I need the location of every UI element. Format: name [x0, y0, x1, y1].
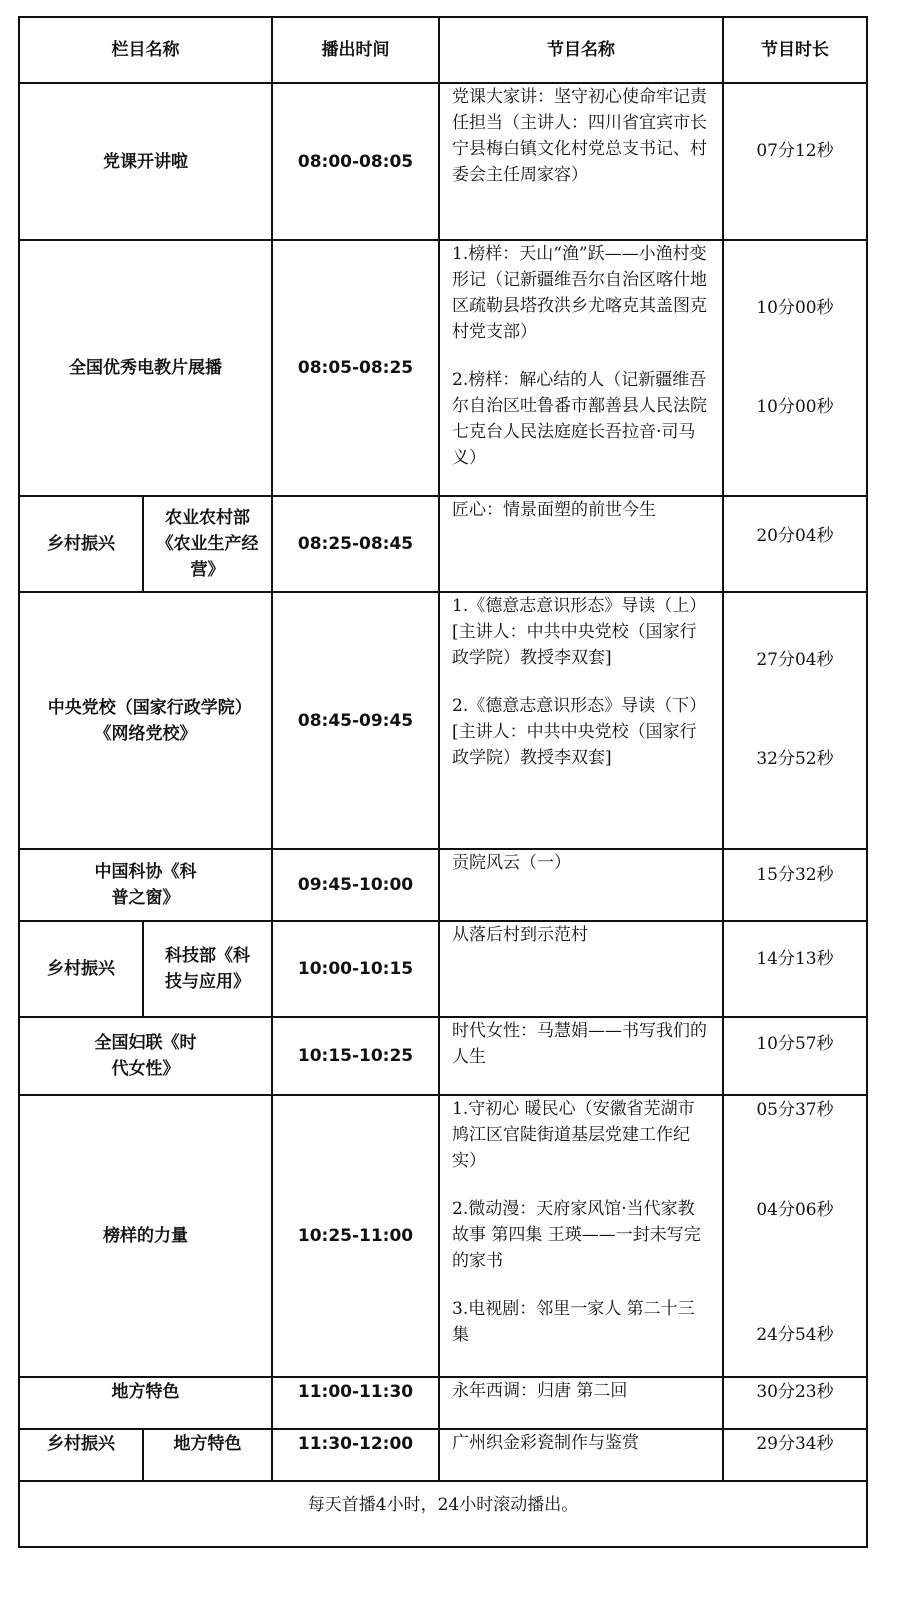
program-item: 1.《德意志意识形态》导读（上）[主讲人：中共中央党校（国家行政学院）教授李双套] — [452, 596, 707, 668]
footer-row — [19, 1481, 867, 1547]
program-cell — [439, 1095, 723, 1377]
air-time-cell: 08:45-09:45 — [272, 592, 439, 849]
program-item: 时代女性：马慧娟——书写我们的人生 — [452, 1021, 707, 1067]
program-item: 从落后村到示范村 — [452, 925, 588, 945]
program-item: 永年西调：归唐 第二回 — [452, 1381, 628, 1401]
air-time-cell: 08:25-08:45 — [272, 496, 439, 592]
duration-item: 27分04秒 — [756, 650, 834, 670]
duration-cell — [723, 1377, 867, 1429]
duration-item: 10分00秒 — [756, 397, 834, 417]
table-row — [19, 83, 867, 240]
header-row — [19, 17, 867, 83]
program-cell — [439, 1017, 723, 1095]
duration-cell — [723, 1429, 867, 1481]
program-cell — [439, 240, 723, 496]
air-time-cell: 08:05-08:25 — [272, 240, 439, 496]
sub-column-name-cell: 农业农村部《农业生产经营》 — [143, 496, 272, 592]
column-name-cell: 乡村振兴 — [19, 496, 143, 592]
program-item: 3.电视剧：邻里一家人 第二十三集 — [452, 1299, 695, 1345]
air-time-cell: 08:00-08:05 — [272, 83, 439, 240]
program-item: 1.榜样：天山“渔”跃——小渔村变形记（记新疆维吾尔自治区喀什地区疏勒县塔孜洪乡尤喀克其盖图克村党支部） — [452, 244, 707, 342]
duration-item: 10分57秒 — [756, 1034, 834, 1054]
duration-item: 20分04秒 — [756, 526, 834, 546]
duration-item: 32分52秒 — [756, 749, 834, 769]
column-name-cell: 全国妇联《时代女性》 — [19, 1017, 272, 1095]
column-name-cell: 全国优秀电教片展播 — [19, 240, 272, 496]
duration-cell — [723, 921, 867, 1017]
footer-note: 每天首播4小时，24小时滚动播出。 — [19, 1481, 867, 1547]
header-program-name: 节目名称 — [439, 17, 723, 83]
table-row — [19, 1095, 867, 1377]
header-air-time: 播出时间 — [272, 17, 439, 83]
table-row — [19, 921, 867, 1017]
duration-item: 15分32秒 — [756, 865, 834, 885]
duration-cell — [723, 592, 867, 849]
duration-item: 05分37秒 — [756, 1100, 834, 1120]
duration-item: 29分34秒 — [756, 1434, 834, 1454]
program-item: 1.守初心 暖民心（安徽省芜湖市鸠江区官陡街道基层党建工作纪实） — [452, 1099, 695, 1171]
air-time-cell: 11:30-12:00 — [272, 1429, 439, 1481]
column-name-cell: 党课开讲啦 — [19, 83, 272, 240]
duration-cell — [723, 496, 867, 592]
sub-column-name-cell: 地方特色 — [143, 1429, 272, 1481]
header-duration: 节目时长 — [723, 17, 867, 83]
program-cell — [439, 1429, 723, 1481]
table-row — [19, 496, 867, 592]
duration-item: 24分54秒 — [756, 1325, 834, 1345]
table-row — [19, 1017, 867, 1095]
program-cell — [439, 83, 723, 240]
table-row — [19, 849, 867, 921]
column-name-cell: 中央党校（国家行政学院）《网络党校》 — [19, 592, 272, 849]
program-item: 广州织金彩瓷制作与鉴赏 — [452, 1433, 639, 1453]
table-row — [19, 1429, 867, 1481]
column-name-cell: 中国科协《科普之窗》 — [19, 849, 272, 921]
header-column-name: 栏目名称 — [19, 17, 272, 83]
program-item: 贡院风云（一） — [452, 853, 571, 873]
program-item: 匠心：情景面塑的前世今生 — [452, 500, 656, 520]
program-item: 党课大家讲：坚守初心使命牢记责任担当（主讲人：四川省宜宾市长宁县梅白镇文化村党总支书记、村委会主任周家容） — [452, 87, 707, 185]
air-time-cell: 11:00-11:30 — [272, 1377, 439, 1429]
program-cell — [439, 849, 723, 921]
duration-item: 04分06秒 — [756, 1200, 834, 1220]
duration-cell — [723, 1095, 867, 1377]
air-time-cell: 09:45-10:00 — [272, 849, 439, 921]
schedule-table — [18, 16, 868, 1548]
duration-cell — [723, 849, 867, 921]
duration-item: 10分00秒 — [756, 298, 834, 318]
air-time-cell: 10:15-10:25 — [272, 1017, 439, 1095]
program-cell — [439, 1377, 723, 1429]
program-item: 2.微动漫：天府家风馆·当代家教故事 第四集 王瑛——一封未写完的家书 — [452, 1199, 701, 1271]
duration-item: 14分13秒 — [756, 949, 834, 969]
column-name-cell: 乡村振兴 — [19, 1429, 143, 1481]
air-time-cell: 10:25-11:00 — [272, 1095, 439, 1377]
duration-cell — [723, 1017, 867, 1095]
program-item: 2.榜样：解心结的人（记新疆维吾尔自治区吐鲁番市鄯善县人民法院七克台人民法庭庭长吾拉音·司马义） — [452, 370, 707, 468]
program-cell — [439, 921, 723, 1017]
air-time-cell: 10:00-10:15 — [272, 921, 439, 1017]
program-item: 2.《德意志意识形态》导读（下）[主讲人：中共中央党校（国家行政学院）教授李双套] — [452, 696, 707, 768]
duration-cell — [723, 83, 867, 240]
table-row — [19, 1377, 867, 1429]
table-row — [19, 240, 867, 496]
table-row — [19, 592, 867, 849]
duration-cell — [723, 240, 867, 496]
column-name-cell: 榜样的力量 — [19, 1095, 272, 1377]
column-name-cell: 乡村振兴 — [19, 921, 143, 1017]
program-cell — [439, 496, 723, 592]
sub-column-name-cell: 科技部《科技与应用》 — [143, 921, 272, 1017]
duration-item: 07分12秒 — [756, 141, 834, 161]
program-cell — [439, 592, 723, 849]
duration-item: 30分23秒 — [756, 1382, 834, 1402]
column-name-cell: 地方特色 — [19, 1377, 272, 1429]
